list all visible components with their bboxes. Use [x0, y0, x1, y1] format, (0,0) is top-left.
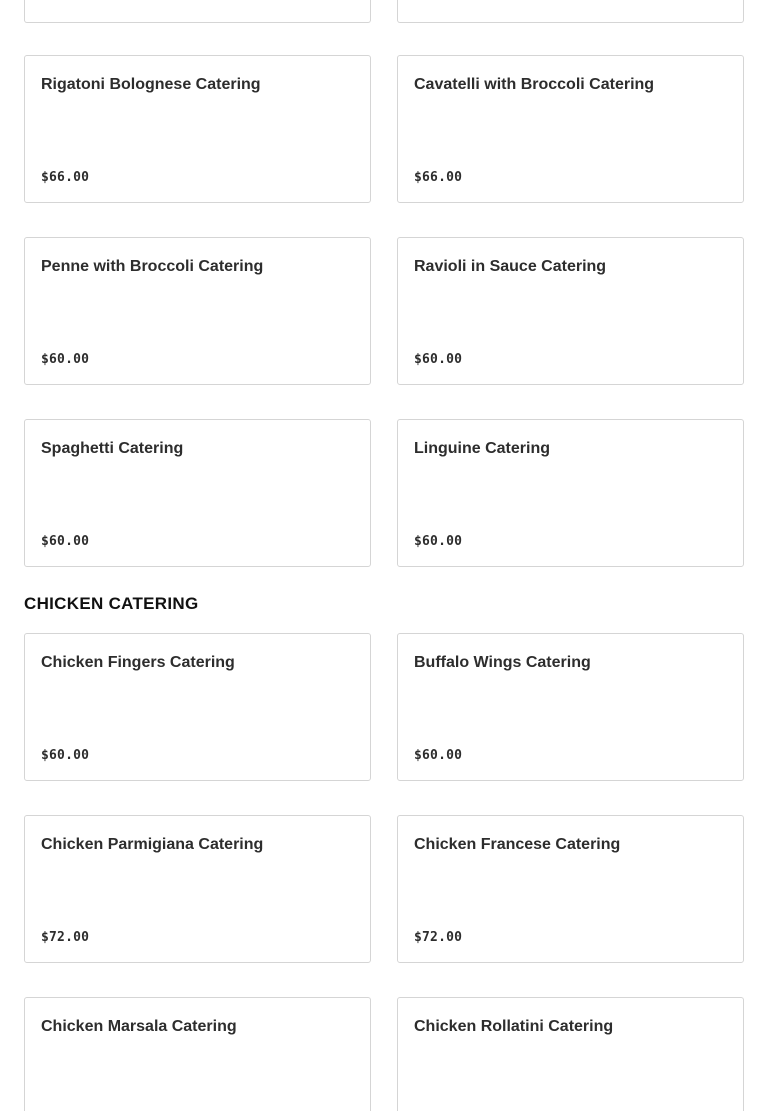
menu-item-price: $72.00: [41, 930, 90, 945]
menu-item-card[interactable]: [24, 633, 371, 781]
menu-item-price: $72.00: [414, 930, 463, 945]
menu-item-card[interactable]: [24, 237, 371, 385]
menu-item-card[interactable]: [24, 815, 371, 963]
menu-item-card[interactable]: [397, 419, 744, 567]
menu-item-card[interactable]: [24, 419, 371, 567]
menu-item-name: Cavatelli with Broccoli Catering: [414, 76, 655, 93]
menu-item-price: $60.00: [414, 352, 463, 367]
menu-item-name: Buffalo Wings Catering: [414, 654, 591, 671]
menu-item-card[interactable]: [397, 55, 744, 203]
menu-item-card[interactable]: [397, 997, 744, 1111]
menu-item-price: $60.00: [414, 748, 463, 763]
menu-item-card[interactable]: [397, 0, 744, 23]
menu-item-name: Rigatoni Bolognese Catering: [41, 76, 261, 93]
section-title-chicken-catering: CHICKEN CATERING: [24, 594, 199, 613]
menu-item-card[interactable]: [397, 815, 744, 963]
menu-item-name: Chicken Parmigiana Catering: [41, 836, 264, 853]
menu-item-card[interactable]: [24, 997, 371, 1111]
menu-item-name: Chicken Rollatini Catering: [414, 1018, 614, 1035]
menu-item-name: Ravioli in Sauce Catering: [414, 258, 607, 275]
menu-item-name: Penne with Broccoli Catering: [41, 258, 264, 275]
menu-item-name: Chicken Fingers Catering: [41, 654, 235, 671]
menu-item-card[interactable]: [397, 633, 744, 781]
menu-item-name: Linguine Catering: [414, 440, 550, 457]
menu-item-card[interactable]: [397, 237, 744, 385]
menu-item-card[interactable]: [24, 55, 371, 203]
menu-item-price: $66.00: [41, 170, 90, 185]
menu-item-card[interactable]: [24, 0, 371, 23]
menu-item-name: Spaghetti Catering: [41, 440, 184, 457]
menu-item-price: $60.00: [41, 534, 90, 549]
menu-item-name: Chicken Francese Catering: [414, 836, 621, 853]
menu-item-price: $60.00: [41, 748, 90, 763]
menu-item-price: $60.00: [414, 534, 463, 549]
menu-item-name: Chicken Marsala Catering: [41, 1018, 237, 1035]
menu-item-price: $66.00: [414, 170, 463, 185]
menu-item-price: $60.00: [41, 352, 90, 367]
